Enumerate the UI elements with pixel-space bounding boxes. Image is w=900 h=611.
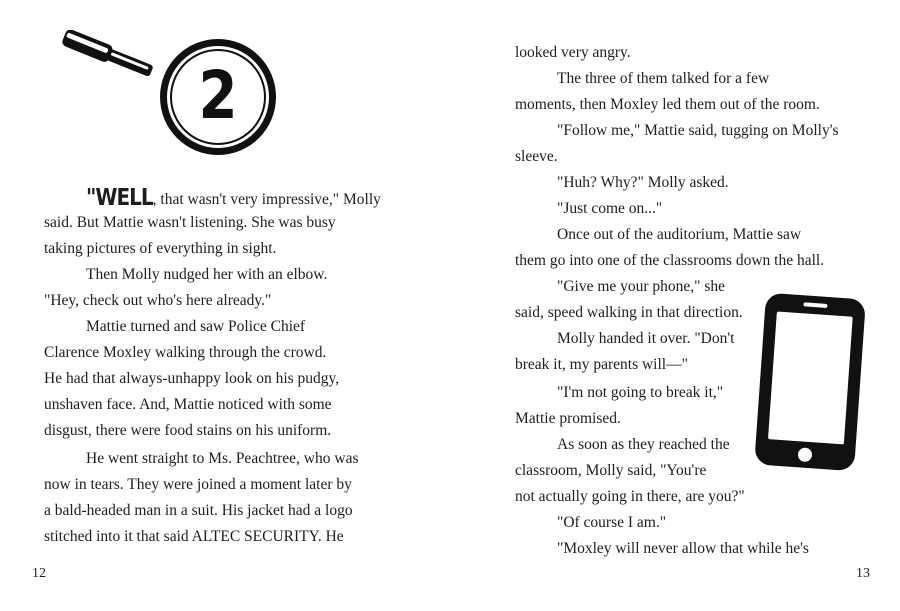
body-line: "Just come on..." — [557, 200, 663, 217]
body-line: moments, then Moxley led them out of the room. — [515, 96, 820, 113]
body-line: He had that always-unhappy look on his pudgy, — [44, 370, 340, 387]
body-line: "Follow me," Mattie said, tugging on Molly's — [557, 122, 839, 139]
body-line: classroom, Molly said, "You're — [515, 462, 707, 479]
right-page — [450, 0, 900, 611]
body-line: them go into one of the classrooms down the hall. — [515, 252, 825, 269]
body-line: Molly handed it over. "Don't — [557, 330, 735, 347]
body-line: stitched into it that said ALTEC SECURITY. He — [44, 528, 344, 545]
body-line: Once out of the auditorium, Mattie saw — [557, 226, 802, 243]
smartphone-icon — [750, 290, 872, 476]
chapter-number: 2 — [198, 57, 238, 134]
page-number: 13 — [856, 566, 870, 581]
body-line: Clarence Moxley walking through the crowd. — [44, 344, 327, 361]
body-line: said. But Mattie wasn't listening. She was busy — [44, 214, 336, 231]
body-line-text: , that wasn't very impressive," Molly — [152, 191, 381, 208]
body-line: a bald-headed man in a suit. His jacket had a logo — [44, 502, 353, 519]
body-line: "Huh? Why?" Molly asked. — [557, 174, 729, 191]
body-line: He went straight to Ms. Peachtree, who was — [86, 450, 359, 467]
page-number: 12 — [32, 566, 46, 581]
body-line: disgust, there were food stains on his uniform. — [44, 422, 332, 439]
body-line: The three of them talked for a few — [557, 70, 770, 87]
body-line: said, speed walking in that direction. — [515, 304, 743, 321]
body-line: "Moxley will never allow that while he's — [557, 540, 809, 557]
body-line: unshaven face. And, Mattie noticed with some — [44, 396, 332, 413]
body-line: "Hey, check out who's here already." — [44, 292, 272, 309]
body-line — [86, 184, 381, 213]
body-line: Mattie turned and saw Police Chief — [86, 318, 306, 335]
body-line: "I'm not going to break it," — [557, 384, 724, 401]
body-line: As soon as they reached the — [557, 436, 730, 453]
magnifying-glass-icon — [56, 30, 282, 162]
body-line: break it, my parents will—" — [515, 356, 688, 373]
body-line: not actually going in there, are you?" — [515, 488, 745, 505]
body-line: "Of course I am." — [557, 514, 667, 531]
body-line: taking pictures of everything in sight. — [44, 240, 277, 257]
body-line: sleeve. — [515, 148, 558, 165]
body-line: now in tears. They were joined a moment later by — [44, 476, 352, 493]
body-line: "Give me your phone," she — [557, 278, 726, 295]
body-line: looked very angry. — [515, 44, 631, 61]
body-line: Mattie promised. — [515, 410, 621, 427]
body-line: Then Molly nudged her with an elbow. — [86, 266, 328, 283]
opening-word: "WELL — [86, 183, 153, 211]
